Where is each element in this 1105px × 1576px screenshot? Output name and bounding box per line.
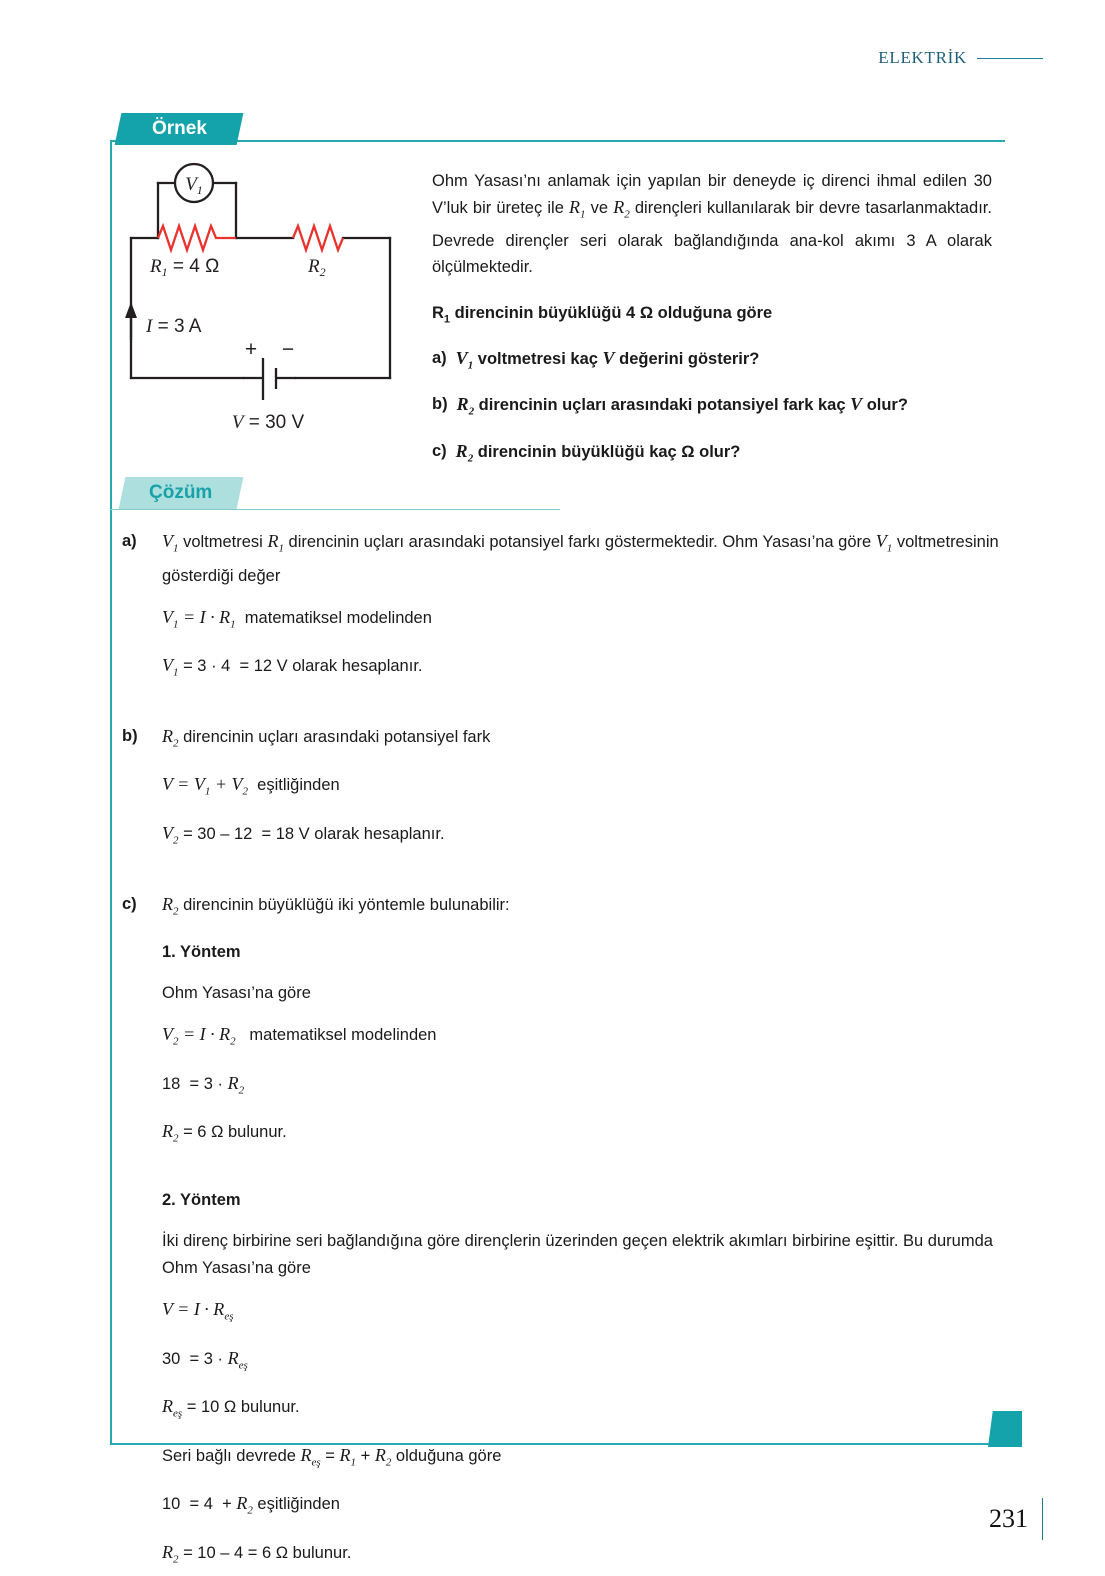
method-1-eq3: $R_2 = 6$ Ω bulunur. [162, 1121, 287, 1145]
question-text-c: $R_2$ direncinin büyüklüğü kaç Ω olur? [455, 441, 741, 465]
resistor-r1-symbol [158, 226, 236, 250]
method-1-line1: Ohm Yasası’na göre [162, 984, 311, 1003]
solution-c-line1: $R_2$ direncinin büyüklüğü iki yöntemle bulunabilir: [162, 893, 510, 918]
example-badge-label: Örnek [151, 118, 207, 139]
solution-b-eq2: $V_2 = 30 - 12 = 18$ V olarak hesaplanır. [162, 822, 445, 847]
solution-badge-label: Çözüm [149, 482, 213, 503]
method-2-title: 2. Yöntem [162, 1190, 241, 1209]
solution-marker-a: a) [122, 532, 137, 550]
problem-given-text: $R_1$ direncinin büyüklüğü 4 Ω olduğuna göre [432, 303, 773, 325]
solution-b-line1: $R_2$ direncinin uçları arasındaki potansiyel fark [162, 725, 491, 750]
question-marker-a: a) [432, 348, 447, 367]
solution-part-a [122, 528, 1007, 687]
running-head-rule [977, 58, 1043, 59]
solution-marker-b: b) [122, 726, 138, 745]
running-head [878, 48, 1043, 68]
method-2-line2: Seri bağlı devrede $R_{eş} = R_1 + R_2$ olduğuna göre [162, 1444, 502, 1469]
question-marker-b: b) [432, 395, 448, 414]
resistor-r1-label: $R_1 = 4$ Ω [150, 256, 220, 279]
voltmeter-label: $V_1$ [185, 174, 203, 197]
solution-badge [119, 477, 244, 509]
method-2-eq2: $30 = 3 \cdot R_{eş}$ [162, 1347, 248, 1372]
page-number-rule [1042, 1498, 1043, 1540]
method-2-eq1: $V = I \cdot R_{eş}$ [162, 1298, 234, 1323]
problem-question-c [432, 438, 992, 472]
battery-plus-label: + [244, 338, 258, 361]
solution-block [122, 528, 1007, 1576]
method-1-eq2: $18 = 3 \cdot R_2$ [162, 1072, 245, 1097]
current-arrow-icon [125, 302, 137, 340]
corner-flag-decoration [988, 1411, 1022, 1447]
solution-a-eq2: $V_1 = 3 \cdot 4 = 12$ V olarak hesaplanır. [162, 655, 423, 679]
solution-part-c [122, 891, 1007, 1574]
circuit-svg [118, 160, 418, 435]
resistor-r2-symbol [293, 226, 343, 250]
running-head-label: ELEKTRİK [878, 48, 967, 67]
method-2-eq5: $R_2 = 10 - 4 = 6$ Ω bulunur. [162, 1541, 352, 1566]
resistor-r2-label: $R_2$ [308, 256, 326, 279]
battery-symbol [243, 358, 296, 400]
solution-a-line1: $V_1$ voltmetresi $R_1$ direncinin uçları arasındaki potansiyel farkı göstermektedir. Ohm Yasası’na göre $V_1$ voltmetresinin gösterdiği değer [162, 531, 999, 585]
solution-part-b [122, 723, 1007, 855]
method-1-eq1: $V_2 = I \cdot R_2$ matematiksel modelinden [162, 1024, 437, 1048]
method-1-title: 1. Yöntem [162, 943, 241, 962]
problem-question-a [432, 345, 992, 379]
problem-question-b [432, 391, 992, 425]
solution-badge-rule [110, 509, 560, 510]
question-marker-c: c) [432, 442, 447, 461]
current-label: I = 3 A [146, 316, 202, 337]
problem-statement-text: Ohm Yasası’nı anlamak için yapılan bir deneyde iç direnci ihmal edilen 30 V’luk bir üreteç ile $R_1$ ve $R_2$ dirençleri kullanılarak bir devre tasarlanmaktadır. Devrede dirençler seri olarak bağlandığında ana-kol akımı 3 A olarak ölçülmektedir. [432, 172, 992, 276]
question-text-b: $R_2$ direncinin uçları arasındaki potansiyel fark kaç V olur? [456, 394, 908, 419]
battery-minus-label: − [281, 338, 295, 361]
problem-statement-block [432, 168, 992, 472]
question-text-a: $V_1$ voltmetresi kaç V değerini gösterir? [455, 347, 760, 372]
circuit-diagram [118, 160, 418, 435]
method-2-line1: İki direnç birbirine seri bağlandığına göre dirençlerin üzerinden geçen elektrik akımları birbirine eşittir. Bu durumda Ohm Yasası’na göre [162, 1231, 993, 1277]
solution-marker-c: c) [122, 894, 137, 913]
page-number: 231 [989, 1504, 1028, 1533]
method-2-eq4: $10 = 4 + R_2$ eşitliğinden [162, 1493, 340, 1517]
solution-b-eq1: $V = V_1 + V_2$ eşitliğinden [162, 774, 340, 798]
solution-a-eq1: $V_1 = I \cdot R_1$ matematiksel modelinden [162, 606, 432, 631]
source-voltage-label: V = 30 V [231, 412, 305, 433]
method-2-eq3: $R_{eş} = 10$ Ω bulunur. [162, 1396, 300, 1420]
page-footer [989, 1498, 1043, 1540]
example-badge [115, 113, 244, 145]
footer-rule [930, 1443, 978, 1445]
